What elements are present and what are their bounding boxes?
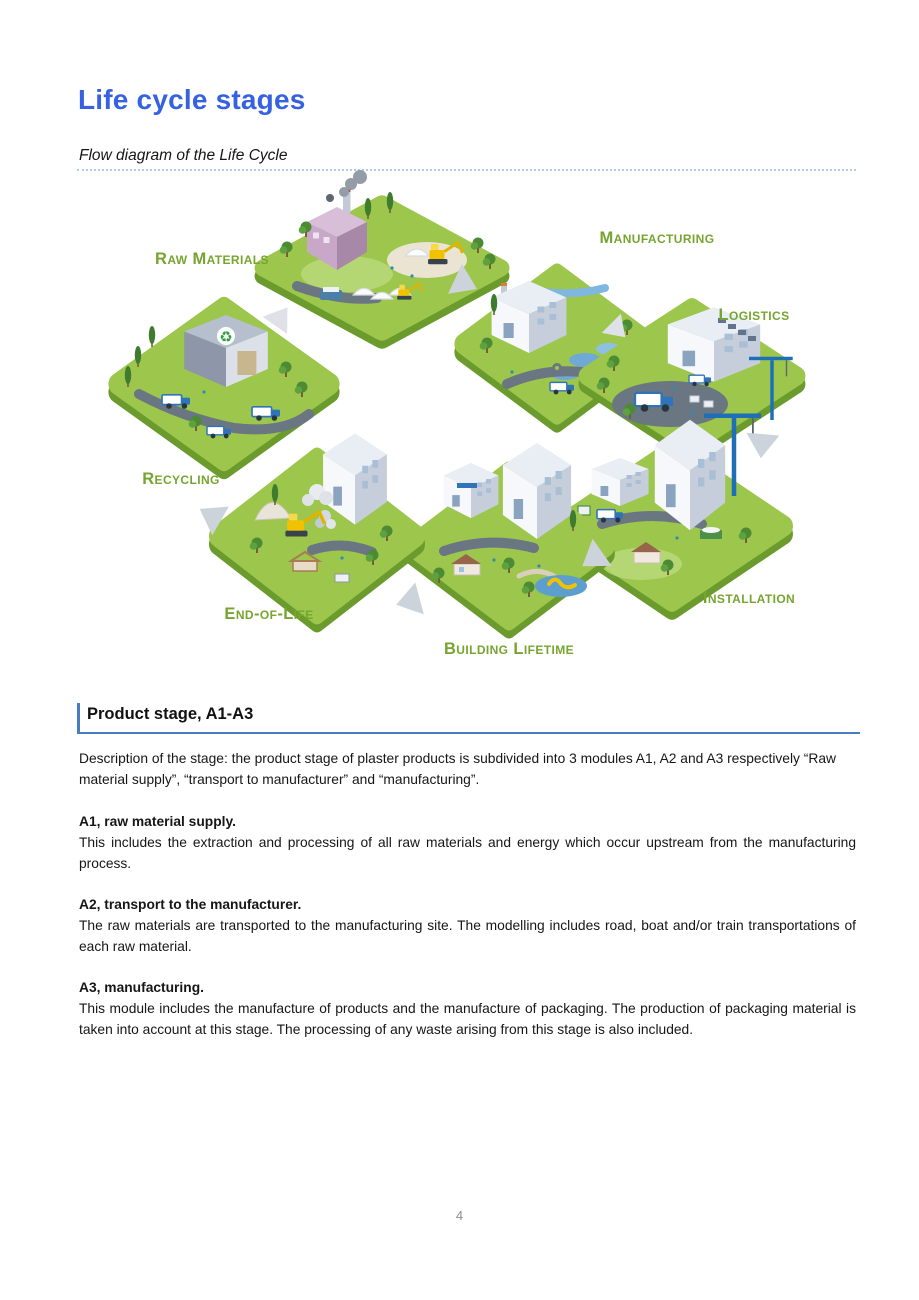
svg-text:♻: ♻: [219, 328, 233, 346]
a3-body: This module includes the manufacture of products and the manufacture of packaging. The production of packaging material is taken into account at this stage. The processing of any waste arising from this stage is also included.: [79, 1001, 856, 1037]
label-building-lifetime: Building Lifetime: [443, 640, 575, 658]
label-end-of-life: End-of-Life: [224, 605, 314, 623]
a1-body: This includes the extraction and processing of all raw materials and energy which occur upstream from the manufacturing process.: [79, 835, 856, 871]
label-installation: Installation: [702, 589, 796, 607]
product-stage-heading: Product stage, A1-A3: [87, 705, 254, 723]
body-text: [79, 748, 856, 1040]
page-number: 4: [455, 1208, 464, 1223]
tile-raw-materials: [264, 170, 500, 340]
tile-installation: [560, 414, 784, 610]
label-raw-materials: Raw Materials: [155, 250, 269, 268]
tile-building-lifetime: [411, 443, 607, 628]
dotted-divider: [77, 169, 856, 171]
page-title: Life cycle stages: [78, 84, 306, 115]
lifecycle-diagram: [112, 186, 807, 668]
flow-diagram-caption: Flow diagram of the Life Cycle: [79, 147, 288, 164]
a2-heading: A2, transport to the manufacturer.: [79, 897, 302, 912]
product-stage-section-head: [77, 703, 860, 734]
label-manufacturing: Manufacturing: [599, 229, 715, 247]
label-logistics: Logistics: [718, 306, 790, 324]
a1-heading: A1, raw material supply.: [79, 814, 236, 829]
label-recycling: Recycling: [142, 470, 220, 488]
stage-description: Description of the stage: the product stage of plaster products is subdivided into 3 modules A1, A2 and A3 respectively “Raw material supply”, “transport to manufacturer” and “manufacturing”.: [79, 751, 836, 787]
tile-recycling: [117, 307, 331, 468]
a3-heading: A3, manufacturing.: [79, 980, 204, 995]
a2-body: The raw materials are transported to the manufacturing site. The modelling includes road, boat and/or train transportations of each raw material.: [79, 918, 856, 954]
